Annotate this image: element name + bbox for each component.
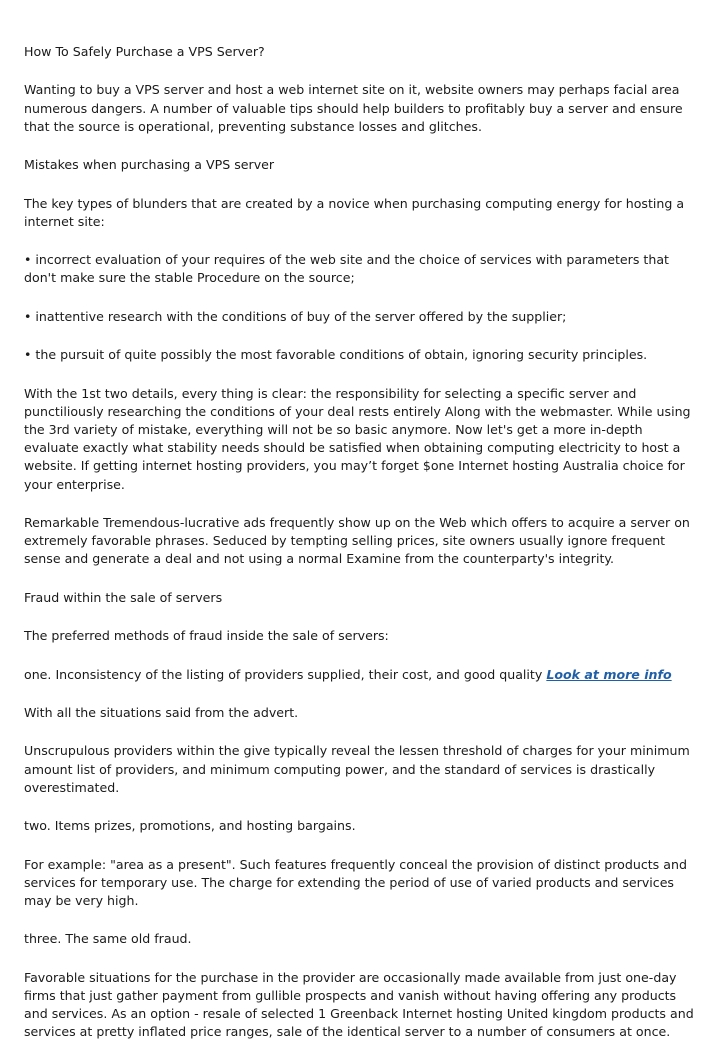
fraud-item-2: two. Items prizes, promotions, and hosting bargains. [24,818,356,834]
look-at-more-info-link[interactable]: Look at more info [546,666,672,682]
fraud-item-1-followup: With all the situations said from the advert. [24,704,299,720]
fraud-item-3-detail: Favorable situations for the purchase in the provider are occasionally made available from just one-day firms that just gather payment from gullible prospects and vanish without having offering any products and services. As an option - resale of selected 1 Greenback Internet hosting United kingdom products and services at pretty inflated price ranges, sale of the identical server to a number of consumers at once. [24,969,694,1040]
mistake-bullet-2: • inattentive research with the conditions of buy of the server offered by the supplier; [24,308,567,324]
document-title: How To Safely Purchase a VPS Server? [24,44,265,59]
mistake-bullet-3: • the pursuit of quite possibly the most favorable conditions of obtain, ignoring security principles. [24,347,648,363]
fraud-heading: Fraud within the sale of servers [24,589,223,605]
fraud-item-2-detail: For example: "area as a present". Such features frequently conceal the provision of distinct products and services for temporary use. The charge for extending the period of use of varied products and services may be very high. [24,856,687,908]
mistake-bullet-1: • incorrect evaluation of your requires of the web site and the choice of services with parameters that don't make sure the stable Procedure on the source; [24,252,669,286]
mistakes-intro-paragraph: The key types of blunders that are created by a novice when purchasing computing energy for hosting a internet site: [24,195,685,229]
fraud-item-3: three. The same old fraud. [24,931,192,947]
mistakes-heading: Mistakes when purchasing a VPS server [24,157,275,173]
remarkable-paragraph: Remarkable Tremendous-lucrative ads frequently show up on the Web which offers to acquire a server on extremely favorable phrases. Seduced by tempting selling prices, site owners usually ignore frequent sense and generate a deal and not using a normal Examine from the counterparty's integrity. [24,514,690,567]
intro-paragraph: Wanting to buy a VPS server and host a web internet site on it, website owners may perhaps facial area numerous dangers. A number of valuable tips should help builders to profitably buy a server and ensure that the source is operational, preventing substance losses and glitches. [24,82,683,134]
details-paragraph: With the 1st two details, every thing is clear: the responsibility for selecting a specific server and punctiliously researching the conditions of your deal rests entirely Along with the webmaster. While using the 3rd variety of mistake, everything will not be so basic anymore. Now let's get a more in-depth evaluate exactly what stability needs should be satisfied when obtaining computing electricity to host a website. If getting internet hosting providers, you may’t forget $one Internet hosting Australia choice for your enterprise. [24,385,691,492]
fraud-intro-paragraph: The preferred methods of fraud inside the sale of servers: [24,628,389,644]
fraud-item-1-detail: Unscrupulous providers within the give typically reveal the lessen threshold of charges for your minimum amount list of providers, and minimum computing power, and the standard of services is drastically overestimated. [24,743,690,795]
fraud-item-1-text: one. Inconsistency of the listing of providers supplied, their cost, and good quality [24,666,547,682]
fraud-item-1 [24,666,700,684]
